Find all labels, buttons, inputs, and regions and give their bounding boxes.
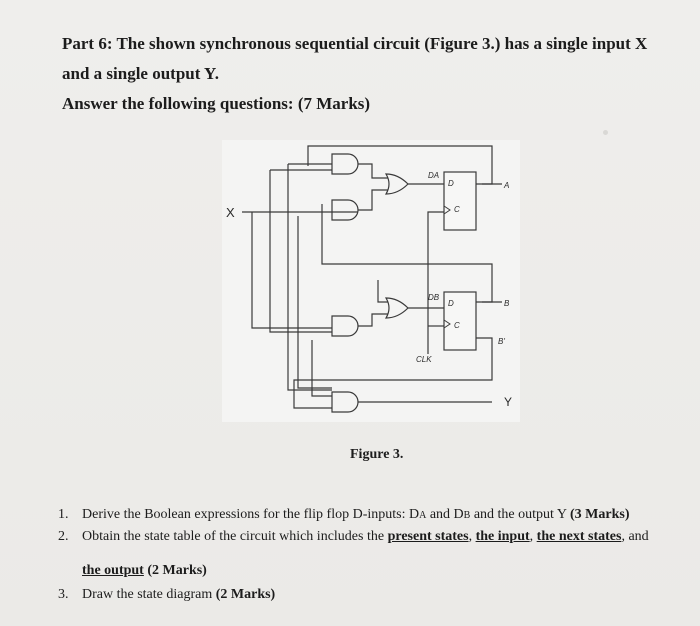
and-gate-y: [332, 392, 358, 412]
or-gate-b: [386, 298, 408, 318]
item-text: Derive the Boolean expressions for the flip flop D-inputs: DA and DB and the output Y (3 Marks): [82, 507, 630, 522]
figure-caption: Figure 3.: [350, 447, 404, 462]
question-title-line2: and a single output Y.: [62, 64, 219, 83]
question-title-line1: Part 6: The shown synchronous sequential circuit (Figure 3.) has a single input X: [62, 34, 648, 53]
label-db: DB: [428, 293, 440, 302]
label-x: X: [226, 205, 235, 220]
label-da: DA: [428, 171, 440, 180]
item-number: 2.: [58, 529, 69, 544]
item-text: Draw the state diagram (2 Marks): [82, 587, 276, 602]
label-out-b: B: [504, 299, 510, 308]
label-ffa-d: D: [448, 179, 454, 188]
answer-instruction: Answer the following questions: (7 Marks): [62, 94, 371, 113]
label-clk: CLK: [416, 355, 432, 364]
or-gate-a: [386, 174, 408, 194]
circuit-diagram: [222, 140, 520, 422]
and-gate-3: [332, 316, 358, 336]
item-number: 1.: [58, 507, 69, 522]
label-ffa-c: C: [454, 205, 460, 214]
label-out-a: A: [504, 181, 510, 190]
label-y: Y: [504, 395, 513, 409]
item-text: the output (2 Marks): [82, 563, 207, 578]
item-number: 3.: [58, 587, 69, 602]
label-ffb-c: C: [454, 321, 460, 330]
label-ffb-d: D: [448, 299, 454, 308]
circuit-figure: [222, 140, 520, 422]
item-text: Obtain the state table of the circuit which includes the present states, the input, the next states, and: [82, 529, 649, 544]
label-out-bprime: B': [498, 337, 505, 346]
and-gate-1: [332, 154, 358, 174]
speck: [603, 130, 608, 135]
and-gate-2: [332, 200, 358, 220]
